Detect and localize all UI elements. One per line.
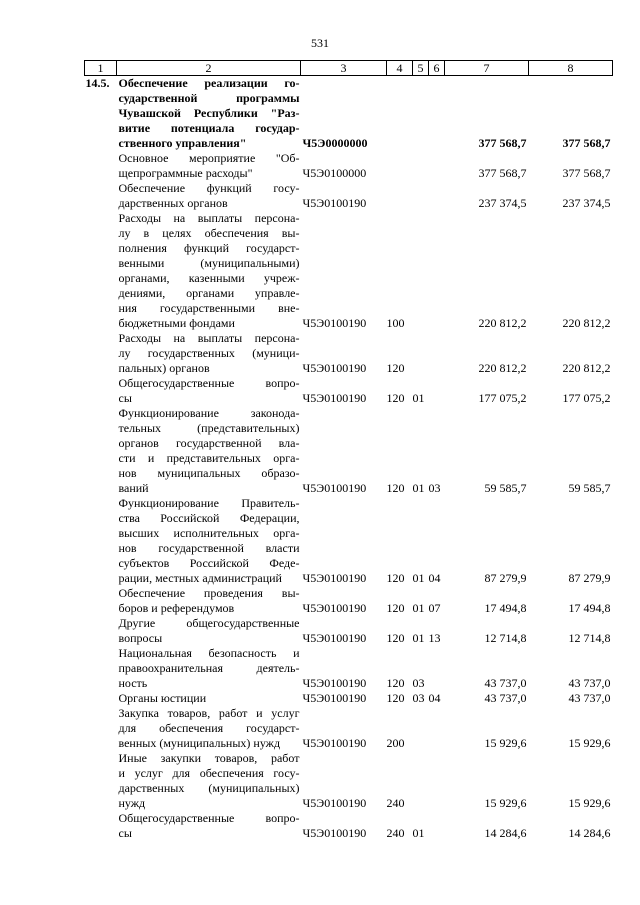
row-amount-col-7: 220 812,2	[478, 361, 527, 375]
row-name-line: Общегосударственные вопро-	[118, 811, 300, 825]
row-index	[85, 811, 117, 841]
row-amount-col-7: 17 494,8	[484, 601, 527, 615]
row-expense-type: 120	[386, 601, 405, 615]
table-body	[85, 76, 613, 842]
row-name-line: Иные закупки товаров, работ	[118, 751, 300, 765]
row-name-line: высших исполнительных орга-	[118, 526, 300, 540]
row-expense-type	[387, 181, 413, 211]
row-target-code: Ч5Э0100190	[302, 691, 367, 705]
row-amount-col-7: 14 284,6	[484, 826, 527, 840]
row-section	[413, 211, 429, 331]
row-name-line: рации, местных администраций	[118, 571, 282, 585]
row-subsection: 03	[428, 481, 441, 495]
row-name-line: витие потенциала государ-	[118, 121, 300, 135]
row-name	[117, 691, 301, 706]
row-name	[117, 616, 301, 646]
row-name-line: Национальная безопасность и	[118, 646, 300, 660]
row-subsection	[429, 811, 445, 841]
row-name-line: ственного управления"	[118, 136, 247, 150]
row-expense-type: 120	[386, 481, 405, 495]
row-section: 01	[412, 391, 425, 405]
row-name-line: бюджетными фондами	[118, 316, 235, 330]
row-target-code: Ч5Э0100190	[302, 361, 367, 375]
row-name-line: боров и референдумов	[118, 601, 235, 615]
row-name-line: нов муниципальных образо-	[118, 466, 300, 480]
table-row	[85, 211, 613, 331]
row-name-line: дарственных органов	[118, 196, 228, 210]
row-subsection	[429, 76, 445, 152]
row-section: 01	[412, 826, 425, 840]
row-subsection	[429, 751, 445, 811]
row-subsection	[429, 181, 445, 211]
row-expense-type: 120	[386, 361, 405, 375]
table-row	[85, 811, 613, 841]
row-amount-col-8: 220 812,2	[562, 316, 611, 330]
table-row	[85, 691, 613, 706]
header-row	[85, 61, 613, 76]
header-col-4: 4	[387, 61, 413, 76]
row-index	[85, 151, 117, 181]
row-section: 01	[412, 571, 425, 585]
table-header	[85, 61, 613, 76]
table-row	[85, 406, 613, 496]
header-col-6: 6	[429, 61, 445, 76]
row-amount-col-8: 220 812,2	[562, 361, 611, 375]
row-amount-col-7: 12 714,8	[484, 631, 527, 645]
row-amount-col-7: 15 929,6	[484, 736, 527, 750]
row-name-line: Обеспечение проведения вы-	[118, 586, 300, 600]
header-col-1: 1	[85, 61, 117, 76]
row-expense-type: 100	[386, 316, 405, 330]
row-name-line: Обеспечение функций госу-	[118, 181, 300, 195]
row-expense-type: 120	[386, 391, 405, 405]
row-section	[413, 706, 429, 751]
row-amount-col-8: 43 737,0	[568, 676, 611, 690]
row-amount-col-7: 43 737,0	[484, 691, 527, 705]
row-index	[85, 496, 117, 586]
row-name-line: сударственной программы	[118, 91, 300, 105]
row-name-line: субъектов Российской Феде-	[118, 556, 300, 570]
row-name	[117, 76, 301, 152]
row-target-code: Ч5Э0100190	[302, 391, 367, 405]
row-index	[85, 376, 117, 406]
row-section	[413, 151, 429, 181]
row-name-line: Чувашской Республики "Раз-	[118, 106, 300, 120]
row-amount-col-7: 43 737,0	[484, 676, 527, 690]
row-name	[117, 376, 301, 406]
row-name-line: правоохранительная деятель-	[118, 661, 300, 675]
row-name	[117, 331, 301, 376]
row-subsection	[429, 331, 445, 376]
table-row	[85, 751, 613, 811]
row-name	[117, 211, 301, 331]
row-target-code: Ч5Э0100190	[302, 601, 367, 615]
row-amount-col-7: 377 568,7	[478, 166, 527, 180]
row-target-code: Ч5Э0100190	[302, 736, 367, 750]
row-name-line: Функционирование Правитель-	[118, 496, 300, 510]
header-col-2: 2	[117, 61, 301, 76]
row-subsection	[429, 151, 445, 181]
row-name-line: венных (муниципальных) нужд	[118, 736, 281, 750]
row-subsection	[429, 376, 445, 406]
row-amount-col-8: 237 374,5	[562, 196, 611, 210]
header-col-7: 7	[445, 61, 529, 76]
row-name-line: ность	[118, 676, 148, 690]
row-amount-col-8: 15 929,6	[568, 736, 611, 750]
row-name-line: венными (муниципальными)	[118, 256, 300, 270]
row-amount-col-8: 377 568,7	[562, 166, 611, 180]
row-name	[117, 706, 301, 751]
row-amount-col-8: 377 568,7	[562, 136, 611, 150]
row-name	[117, 406, 301, 496]
row-index	[85, 616, 117, 646]
row-name	[117, 751, 301, 811]
row-name-line: лу в целях обеспечения вы-	[118, 226, 300, 240]
row-name-line: органами, казенными учреж-	[118, 271, 300, 285]
row-section: 01	[412, 631, 425, 645]
row-subsection	[429, 706, 445, 751]
row-index	[85, 706, 117, 751]
row-name-line: Основное мероприятие "Об-	[118, 151, 300, 165]
row-section: 01	[412, 481, 425, 495]
row-subsection: 07	[428, 601, 441, 615]
row-amount-col-7: 237 374,5	[478, 196, 527, 210]
row-subsection: 04	[428, 571, 441, 585]
table-row	[85, 376, 613, 406]
row-amount-col-8: 14 284,6	[568, 826, 611, 840]
row-name-line: и услуг для обеспечения госу-	[118, 766, 300, 780]
row-subsection: 13	[428, 631, 441, 645]
table-row	[85, 496, 613, 586]
row-name-line: Расходы на выплаты персона-	[118, 211, 300, 225]
row-name-line: Закупка товаров, работ и услуг	[118, 706, 300, 720]
header-col-8: 8	[529, 61, 613, 76]
row-amount-col-8: 15 929,6	[568, 796, 611, 810]
row-subsection: 04	[428, 691, 441, 705]
row-subsection	[429, 646, 445, 691]
row-index	[85, 181, 117, 211]
row-name	[117, 646, 301, 691]
row-name	[117, 181, 301, 211]
row-index	[85, 211, 117, 331]
row-target-code: Ч5Э0100000	[302, 166, 367, 180]
row-name	[117, 151, 301, 181]
row-amount-col-7: 59 585,7	[484, 481, 527, 495]
row-name-line: тельных (представительных)	[118, 421, 300, 435]
row-name	[117, 586, 301, 616]
row-expense-type: 240	[386, 796, 405, 810]
row-name-line: дениями, органами управле-	[118, 286, 300, 300]
row-expense-type: 120	[386, 631, 405, 645]
row-name-line: сти и представительных орга-	[118, 451, 300, 465]
row-amount-col-8: 17 494,8	[568, 601, 611, 615]
row-expense-type: 200	[386, 736, 405, 750]
row-target-code: Ч5Э0100190	[302, 796, 367, 810]
row-section	[413, 751, 429, 811]
row-amount-col-7: 220 812,2	[478, 316, 527, 330]
row-expense-type: 120	[386, 676, 405, 690]
row-target-code: Ч5Э0100190	[302, 316, 367, 330]
row-amount-col-8: 177 075,2	[562, 391, 611, 405]
row-subsection	[429, 211, 445, 331]
table-row	[85, 331, 613, 376]
row-name	[117, 811, 301, 841]
row-index	[85, 586, 117, 616]
row-section	[413, 181, 429, 211]
row-name-line: дарственных (муниципальных)	[118, 781, 300, 795]
row-expense-type	[387, 76, 413, 152]
row-amount-col-8: 12 714,8	[568, 631, 611, 645]
row-index: 14.5.	[85, 76, 110, 90]
row-name-line: лу государственных (муници-	[118, 346, 300, 360]
row-expense-type: 240	[386, 826, 405, 840]
header-col-3: 3	[301, 61, 387, 76]
row-name-line: Обеспечение реализации го-	[118, 76, 300, 90]
budget-table	[84, 60, 613, 841]
row-target-code: Ч5Э0100190	[302, 826, 367, 840]
row-name-line: ния государственными вне-	[118, 301, 300, 315]
row-index	[85, 646, 117, 691]
row-name-line: полнения функций государст-	[118, 241, 300, 255]
row-amount-col-8: 87 279,9	[568, 571, 611, 585]
header-col-5: 5	[413, 61, 429, 76]
row-name-line: Общегосударственные вопро-	[118, 376, 300, 390]
row-name	[117, 496, 301, 586]
row-target-code: Ч5Э0100190	[302, 571, 367, 585]
row-expense-type: 120	[386, 571, 405, 585]
row-index	[85, 691, 117, 706]
table-row	[85, 586, 613, 616]
row-name-line: Расходы на выплаты персона-	[118, 331, 300, 345]
table-row	[85, 706, 613, 751]
row-section	[413, 331, 429, 376]
row-index	[85, 751, 117, 811]
row-name-line: пальных) органов	[118, 361, 210, 375]
row-target-code: Ч5Э0100190	[302, 481, 367, 495]
row-name-line: ства Российской Федерации,	[118, 511, 300, 525]
row-name-line: сы	[118, 391, 132, 405]
row-section: 03	[412, 676, 425, 690]
row-name-line: нов государственной власти	[118, 541, 300, 555]
row-target-code: Ч5Э0000000	[302, 136, 368, 150]
row-name-line: вопросы	[118, 631, 163, 645]
row-expense-type: 120	[386, 691, 405, 705]
row-name-line: Функционирование законода-	[118, 406, 300, 420]
table-row	[85, 76, 613, 152]
row-amount-col-7: 15 929,6	[484, 796, 527, 810]
row-name-line: сы	[118, 826, 132, 840]
row-amount-col-8: 43 737,0	[568, 691, 611, 705]
table-row	[85, 181, 613, 211]
row-index	[85, 331, 117, 376]
row-expense-type	[387, 151, 413, 181]
row-name-line: ваний	[118, 481, 149, 495]
row-name-line: Органы юстиции	[118, 691, 207, 705]
row-name-line: нужд	[118, 796, 146, 810]
table-row	[85, 616, 613, 646]
row-amount-col-7: 377 568,7	[478, 136, 527, 150]
row-index	[85, 406, 117, 496]
row-name-line: для обеспечения государст-	[118, 721, 300, 735]
row-target-code: Ч5Э0100190	[302, 196, 367, 210]
row-amount-col-7: 177 075,2	[478, 391, 527, 405]
row-name-line: щепрограммные расходы"	[118, 166, 253, 180]
row-section: 01	[412, 601, 425, 615]
row-section	[413, 76, 429, 152]
table-row	[85, 151, 613, 181]
page-number: 531	[311, 36, 329, 50]
row-amount-col-7: 87 279,9	[484, 571, 527, 585]
row-section: 03	[412, 691, 425, 705]
row-amount-col-8: 59 585,7	[568, 481, 611, 495]
row-target-code: Ч5Э0100190	[302, 631, 367, 645]
row-target-code: Ч5Э0100190	[302, 676, 367, 690]
row-name-line: органов государственной вла-	[118, 436, 300, 450]
table-row	[85, 646, 613, 691]
row-name-line: Другие общегосударственные	[118, 616, 300, 630]
